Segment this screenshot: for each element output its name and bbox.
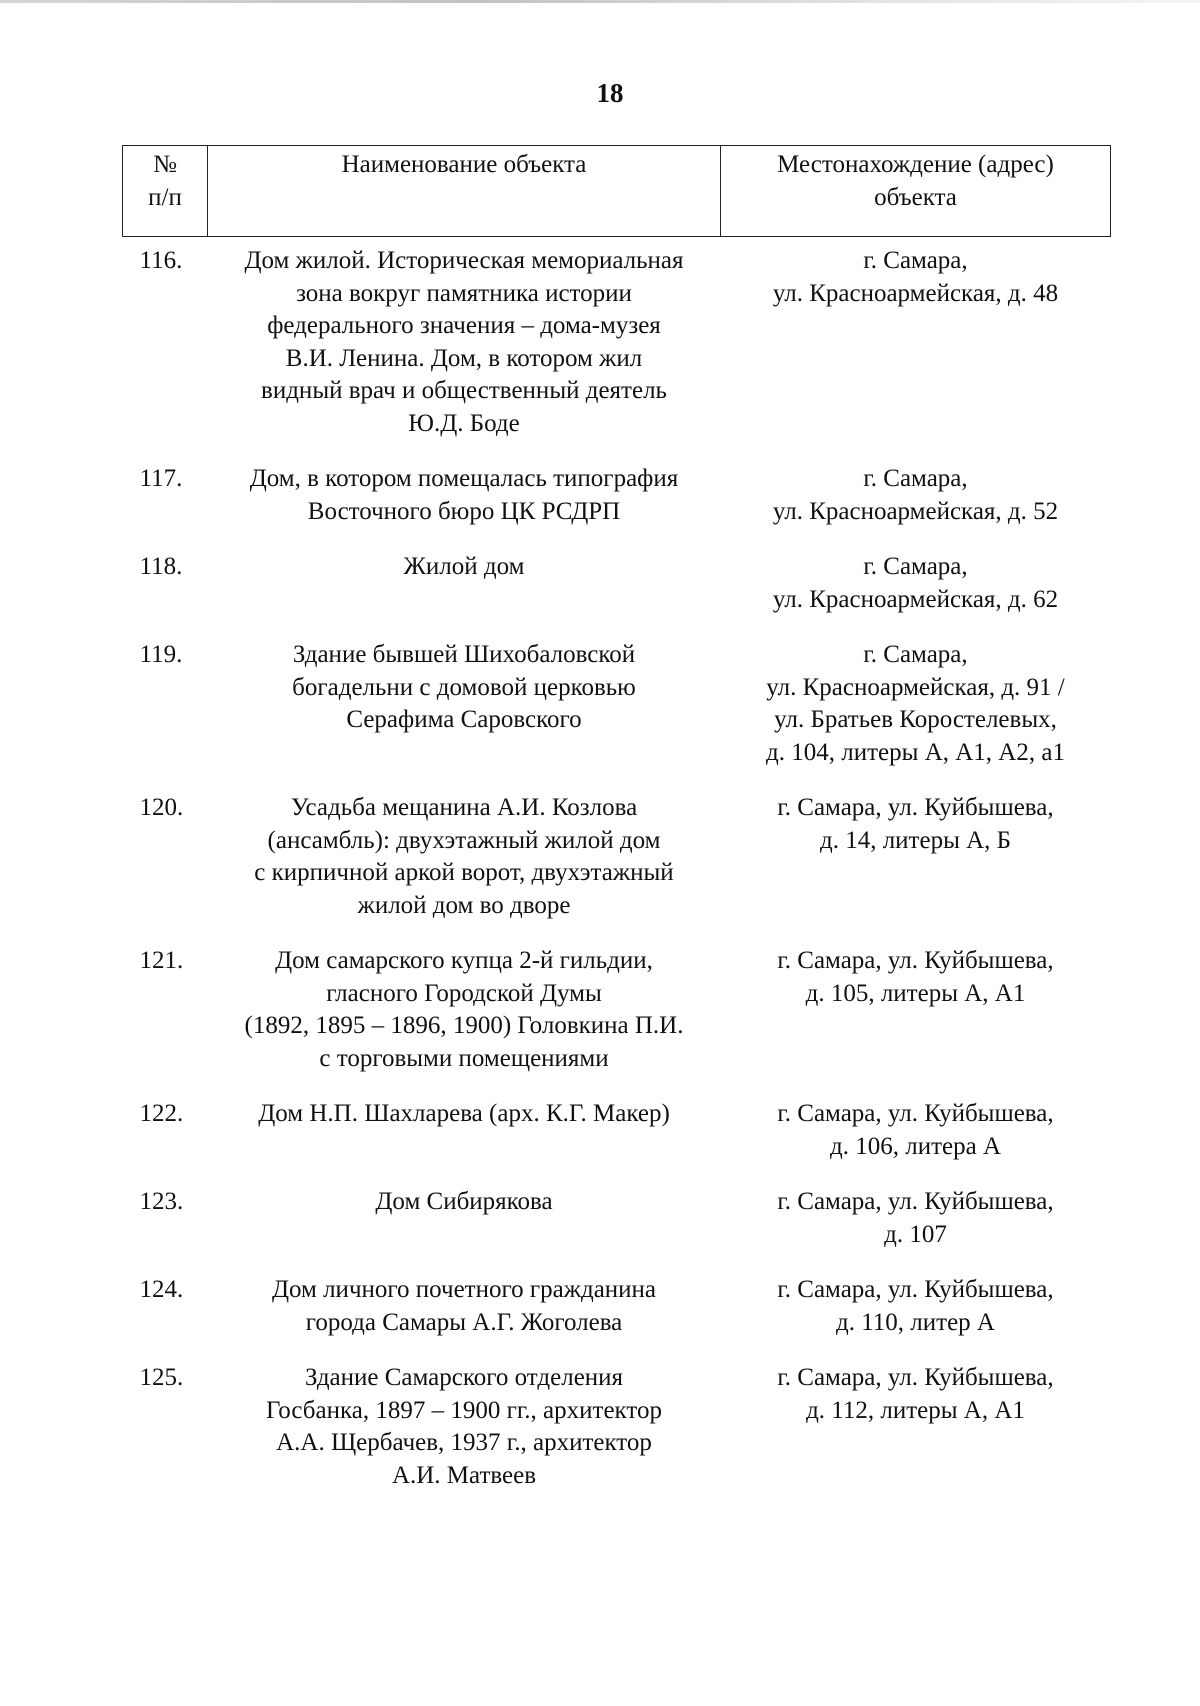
table-body (123, 237, 1111, 1516)
table-row (123, 639, 1111, 792)
object-address-line: ул. Братьев Коростелевых, (774, 706, 1057, 733)
object-address-line: д. 106, литера А (830, 1132, 1001, 1160)
table-header-row (123, 146, 1111, 237)
object-address-line: г. Самара, ул. Куйбышева, (777, 794, 1054, 821)
row-number: 117. (139, 465, 183, 492)
object-address (721, 1098, 1111, 1186)
header-number-line: № (153, 151, 177, 178)
object-name-line: А.И. Матвеев (391, 1461, 537, 1489)
object-name (208, 1274, 721, 1362)
object-name (208, 551, 721, 639)
object-name-line: богадельни с домовой церковью (292, 673, 636, 701)
table-row (123, 551, 1111, 639)
row-number: 124. (139, 1276, 184, 1303)
object-address-line: ул. Красноармейская, д. 48 (772, 279, 1059, 307)
header-name-line: Наименование объекта (341, 151, 587, 178)
object-address-line: г. Самара, ул. Куйбышева, (777, 1364, 1054, 1391)
row-number: 123. (139, 1188, 184, 1215)
row-number: 119. (139, 641, 183, 668)
table-row (123, 1098, 1111, 1186)
scan-edge (0, 0, 1200, 3)
object-name (208, 639, 721, 792)
object-address-line: ул. Красноармейская, д. 91 / (766, 673, 1065, 701)
object-address-line: г. Самара, ул. Куйбышева, (777, 1276, 1054, 1303)
object-address (721, 792, 1111, 945)
header-number-line: п/п (148, 183, 182, 211)
object-name-line: с торговыми помещениями (319, 1044, 609, 1072)
table-row (123, 1362, 1111, 1515)
object-address-line: ул. Красноармейская, д. 52 (772, 497, 1059, 525)
object-address-line: д. 104, литеры А, А1, А2, а1 (766, 738, 1065, 766)
object-name (208, 1186, 721, 1274)
object-address (721, 237, 1111, 464)
object-name-line: Дом личного почетного гражданина (271, 1276, 657, 1303)
object-name-line: Жилой дом (403, 553, 525, 580)
object-name-line: А.А. Щербачев, 1937 г., архитектор (276, 1429, 652, 1456)
object-name-line: зона вокруг памятника истории (296, 279, 632, 307)
object-name (208, 1098, 721, 1186)
header-name (208, 146, 721, 237)
object-address (721, 551, 1111, 639)
object-name-line: (ансамбль): двухэтажный жилой дом (267, 826, 661, 854)
row-number: 120. (139, 794, 184, 821)
object-name-line: Здание Самарского отделения (304, 1364, 624, 1391)
object-address-line: д. 112, литеры А, А1 (806, 1396, 1025, 1424)
object-name-line: Дом Н.П. Шахларева (арх. К.Г. Макер) (258, 1100, 670, 1127)
object-address-line: д. 14, литеры А, Б (819, 826, 1012, 854)
row-number: 121. (139, 947, 184, 974)
object-address (721, 1274, 1111, 1362)
object-address (721, 1186, 1111, 1274)
object-name-line: Дом Сибирякова (375, 1188, 553, 1215)
object-address-line: г. Самара, (863, 247, 968, 274)
row-number: 118. (139, 553, 183, 580)
header-number (123, 146, 208, 237)
heritage-objects-table (122, 145, 1111, 1515)
object-address-line: д. 105, литеры А, А1 (805, 979, 1026, 1007)
object-address-line: г. Самара, ул. Куйбышева, (777, 1188, 1054, 1215)
table-row (123, 237, 1111, 464)
table-row (123, 1186, 1111, 1274)
object-name-line: гласного Городской Думы (326, 979, 602, 1007)
object-name (208, 237, 721, 464)
object-name (208, 1362, 721, 1515)
object-name-line: города Самары А.Г. Жоголева (305, 1308, 623, 1336)
object-name-line: Госбанка, 1897 – 1900 гг., архитектор (266, 1396, 662, 1424)
object-name-line: федерального значения – дома-музея (267, 312, 661, 339)
object-address-line: д. 110, литер А (836, 1308, 995, 1336)
object-address-line: г. Самара, (863, 641, 968, 668)
row-number: 116. (139, 247, 183, 274)
page-number: 18 (596, 78, 624, 108)
object-address (721, 945, 1111, 1098)
object-name-line: видный врач и общественный деятель (261, 377, 667, 404)
object-name-line: Дом, в котором помещалась типография (249, 465, 679, 492)
object-address (721, 463, 1111, 551)
object-name (208, 945, 721, 1098)
object-name-line: Усадьба мещанина А.И. Козлова (290, 794, 638, 821)
object-address (721, 639, 1111, 792)
object-address (721, 1362, 1111, 1515)
object-address-line: г. Самара, (863, 465, 968, 492)
object-name-line: Восточного бюро ЦК РСДРП (307, 497, 621, 525)
object-name-line: Серафима Саровского (346, 706, 582, 733)
table-row (123, 463, 1111, 551)
object-address-line: ул. Красноармейская, д. 62 (772, 585, 1059, 613)
object-name (208, 463, 721, 551)
object-address-line: д. 107 (884, 1220, 947, 1248)
row-number: 125. (139, 1364, 184, 1391)
header-address-line: Местонахождение (адрес) (777, 151, 1054, 178)
object-address-line: г. Самара, ул. Куйбышева, (777, 947, 1054, 974)
table-row (123, 792, 1111, 945)
table-row (123, 945, 1111, 1098)
object-address-line: г. Самара, ул. Куйбышева, (777, 1100, 1054, 1127)
object-name-line: Дом самарского купца 2-й гильдии, (275, 947, 653, 974)
object-address-line: г. Самара, (863, 553, 968, 580)
header-address-line: объекта (874, 183, 957, 211)
object-name-line: Ю.Д. Боде (408, 409, 520, 437)
object-name-line: (1892, 1895 – 1896, 1900) Головкина П.И. (244, 1012, 684, 1039)
object-name (208, 792, 721, 945)
row-number: 122. (139, 1100, 184, 1127)
object-name-line: с кирпичной аркой ворот, двухэтажный (254, 859, 674, 886)
object-name-line: жилой дом во дворе (357, 891, 571, 919)
object-name-line: Здание бывшей Шихобаловской (292, 641, 636, 668)
object-name-line: В.И. Ленина. Дом, в котором жил (285, 344, 643, 372)
object-name-line: Дом жилой. Историческая мемориальная (244, 247, 684, 274)
header-address (721, 146, 1111, 237)
table-row (123, 1274, 1111, 1362)
